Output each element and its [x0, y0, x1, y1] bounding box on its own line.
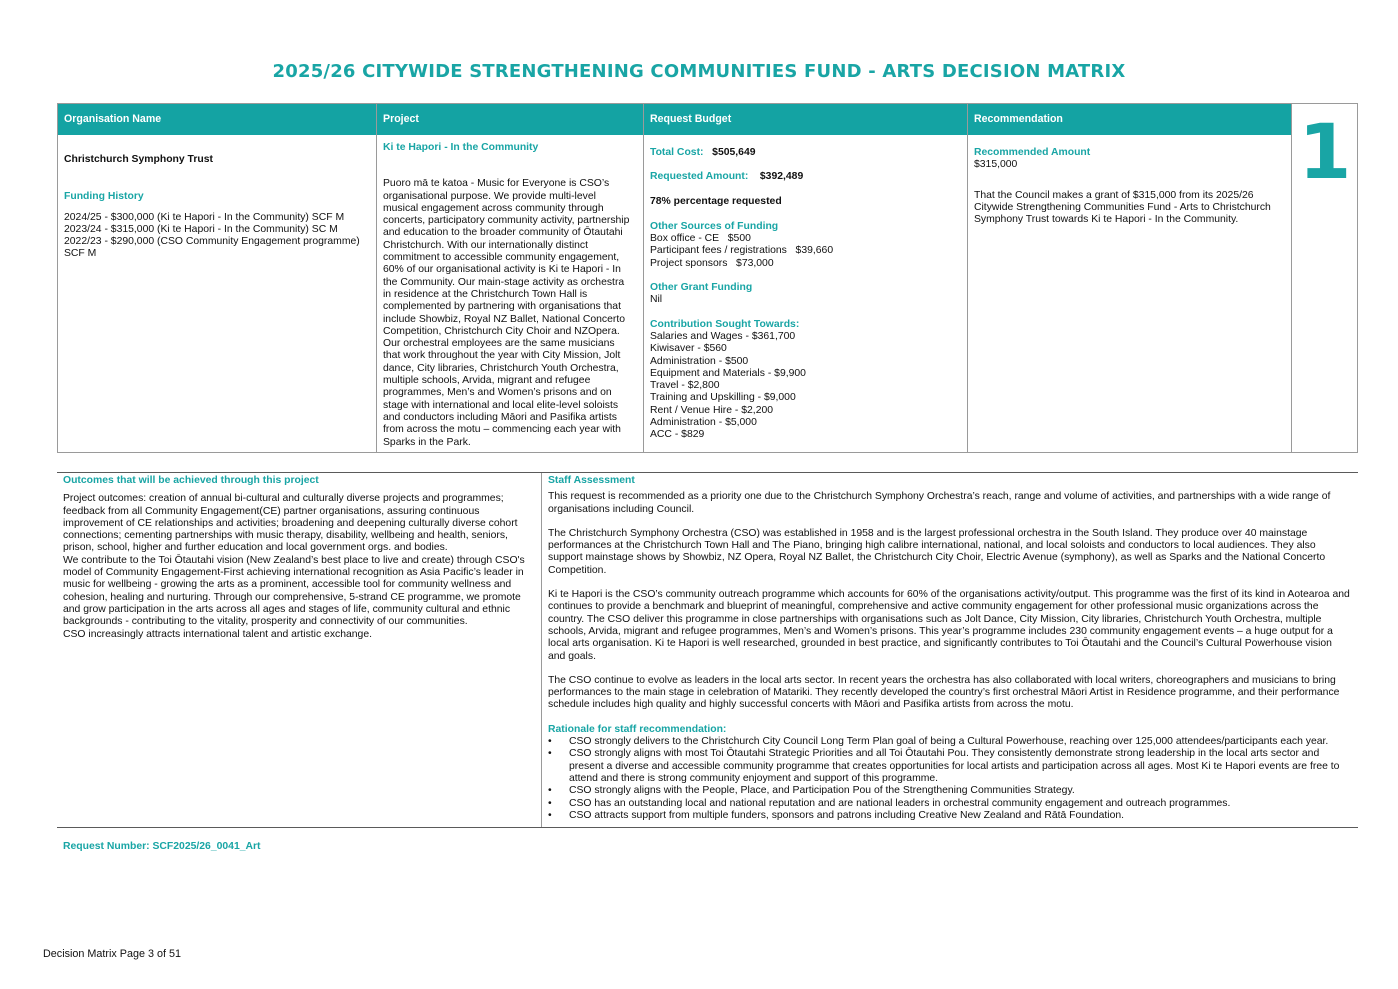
contribution-item: Training and Upskilling - $9,000 — [650, 392, 796, 404]
funding-history-item: 2022/23 - $290,000 (CSO Community Engagement programme) — [64, 236, 360, 248]
rationale-item: • CSO strongly aligns with most Toi Ōtautahi Strategic Priorities and all Toi Ōtautahi Pou. They consistently demonstrate strong leadership in the local arts sector and present a diverse and accessible community programme that creates opportunities for local artists and participation across all ages. Most Ki te Hapori events are free to attend and there is strong community enjoyment and support of this programme. — [548, 748, 1352, 785]
rank-cell — [1291, 104, 1358, 452]
recommended-amount-label: Recommended Amount — [974, 147, 1091, 158]
other-sources-label: Other Sources of Funding — [650, 220, 779, 232]
funding-history-item: 2024/25 - $300,000 (Ki te Hapori - In the Community) SCF M — [64, 211, 345, 223]
project-description-line: 60% of our organisational activity is Ki te Hapori - In — [383, 264, 621, 276]
outcomes-paragraph: Project outcomes: creation of annual bi-cultural and culturally diverse projects and programmes; feedback from all Community Engagement(CE) partner organisations, assuring continuous improvement of CE relationships and activities; broadening and deepening culturally diverse cohort connections; cementing partnerships with music therapy, disability, wellbeing and health, seniors, prison, school, higher and further education and local government orgs. and bodies. — [63, 493, 518, 554]
assessment-paragraph: This request is recommended as a priority one due to the Christchurch Symphony Orchestra’s reach, range and volume of activities, and partnerships with a wide range of organisations including Council. — [548, 491, 1331, 515]
requested-amount-label: Requested Amount: — [650, 171, 749, 183]
budget-column — [643, 104, 967, 452]
contribution-item: Salaries and Wages - $361,700 — [650, 330, 796, 342]
project-description-line: that work throughout the year with City Mission, Jolt — [383, 350, 621, 362]
contribution-item: Administration - $5,000 — [650, 417, 757, 429]
percentage-requested: 78% percentage requested — [650, 195, 782, 207]
other-grant-label: Other Grant Funding — [650, 282, 753, 294]
project-description-line: concerts, participatory community activity, partnership — [383, 215, 630, 227]
rationale-list — [548, 736, 1352, 822]
rank-number: 1 — [1298, 107, 1352, 196]
outcomes-heading: Outcomes that will be achieved through this project — [63, 475, 319, 486]
project-description-line: Christchurch. With our internationally distinct — [383, 239, 589, 251]
contribution-item: ACC - $829 — [650, 429, 705, 441]
funding-history-label: Funding History — [64, 191, 144, 203]
contribution-item: Equipment and Materials - $9,900 — [650, 367, 806, 379]
staff-assessment-column — [541, 473, 1358, 827]
project-description-line: the Community. Our main-stage activity as orchestra — [383, 276, 625, 288]
project-description-line: multiple schools, Arvida, migrant and refugee — [383, 375, 591, 387]
total-cost-label: Total Cost: — [650, 147, 704, 158]
project-header: Project — [377, 104, 643, 135]
project-description-line: Puoro mā te katoa - Music for Everyone is CSO’s — [383, 178, 610, 190]
assessment-paragraph: The CSO continue to evolve as leaders in the local arts sector. In recent years the orchestra has also collaborated with local writers, choreographers and musicians to bring performances to the main stage in celebration of Matariki. They recently developed the country’s first orchestral Māori Artist in Residence programme, and their performance schedule includes high quality and highly successful concerts with Māori and Pasifika artists from across the motu. — [548, 674, 1340, 711]
decision-table — [57, 103, 1358, 453]
project-name: Ki te Hapori - In the Community — [383, 142, 539, 153]
contribution-item: Kiwisaver - $560 — [650, 343, 727, 355]
outcomes-paragraph: CSO increasingly attracts international talent and artistic exchange. — [63, 628, 372, 640]
project-description-line: organisational purpose. We provide multi-level — [383, 190, 596, 202]
organisation-column — [58, 104, 376, 452]
rationale-item: • CSO strongly aligns with the People, Place, and Participation Pou of the Strengthening Communities Strategy. — [548, 785, 1352, 797]
organisation-name: Christchurch Symphony Trust — [64, 154, 213, 165]
project-description-line: complemented by partnering with organisations that — [383, 301, 621, 313]
project-description-line: from across the motu – commencing each year with — [383, 424, 621, 436]
project-description-line: Our orchestral employees are the same musicians — [383, 338, 615, 350]
project-description-line: dance, City libraries, Christchurch Youth Orchestra, — [383, 362, 619, 374]
project-description — [383, 178, 637, 449]
outcomes-column — [57, 473, 541, 827]
project-description-line: in residence at the Christchurch Town Hall is — [383, 288, 588, 300]
project-description-line: include Showbiz, Royal NZ Ballet, National Concerto — [383, 313, 625, 325]
project-column — [376, 104, 643, 452]
other-source-item: Project sponsors $73,000 — [650, 257, 774, 269]
assessment-paragraph: The Christchurch Symphony Orchestra (CSO) was established in 1958 and is the largest professional orchestra in the South Island. They produce over 40 mainstage performances at the Christchurch Town Hall and The Piano, bringing high calibre international, national, and local soloists and conductors to local audiences. They also support mainstage shows by Showbiz, NZ Opera, Royal NZ Ballet, the Christchurch City Choir, Electric Avenue (symphony), as well as Sparks and the National Concerto Competition. — [548, 527, 1326, 576]
contribution-item: Rent / Venue Hire - $2,200 — [650, 404, 774, 416]
contribution-label: Contribution Sought Towards: — [650, 318, 800, 330]
contribution-item: Administration - $500 — [650, 355, 749, 367]
assessment-paragraph: Ki te Hapori is the CSO’s community outreach programme which accounts for 60% of the organisations activity/output. This programme was the first of its kind in Aotearoa and continues to provide a benchmark and blueprint of meaningful, comprehensive and active community engagement for other professional music organizations across the country. The CSO deliver this programme in close partnerships with organisations such as Jolt Dance, City Mission, City libraries, Christchurch Youth Orchestra, multiple schools, Arvida, migrant and refugee programmes, Men’s and Women’s prisons. This year’s programme includes 230 community engagement events – a huge output for a local arts organisation. Ki te Hapori is well researched, grounded in best practice, and significantly contributes to Toi Ōtautahi and the Council’s Cultural Powerhouse vision and goals. — [548, 589, 1350, 662]
page-title: 2025/26 CITYWIDE STRENGTHENING COMMUNITIES FUND - ARTS DECISION MATRIX — [272, 61, 1126, 82]
contribution-item: Travel - $2,800 — [650, 380, 720, 392]
project-description-line: and conductors including Māori and Pasifika artists — [383, 411, 617, 423]
funding-history-item: 2023/24 - $315,000 (Ki te Hapori - In the Community) SC M — [64, 223, 338, 235]
project-description-line: and education to the broader community of Ōtautahi — [383, 227, 623, 239]
staff-assessment-heading: Staff Assessment — [548, 475, 635, 486]
project-description-line: Sparks in the Park. — [383, 436, 471, 448]
total-cost-value: $505,649 — [712, 147, 756, 158]
rationale-item: • CSO attracts support from multiple funders, sponsors and patrons including Creative New Zealand and Rātā Foundation. — [548, 810, 1352, 822]
other-source-item: Participant fees / registrations $39,660 — [650, 245, 834, 257]
recommended-amount-value: $315,000 — [974, 159, 1018, 171]
funding-history-item: SCF M — [64, 248, 97, 260]
rationale-item: • CSO strongly delivers to the Christchurch City Council Long Term Plan goal of being a Cultural Powerhouse, reaching over 125,000 attendees/participants each year. — [548, 736, 1352, 748]
project-description-line: Competition, Christchurch City Choir and NZOpera. — [383, 325, 620, 337]
outcomes-paragraph: We contribute to the Toi Ōtautahi vision (New Zealand’s best place to live and create) through CSO's model of Community Engagement-First achieving international recognition as Asia Pacific’s leader in music for wellbeing - growing the arts as a prominent, accessible tool for community wellness and cohesion, healing and nurturing. Through our comprehensive, 5-strand CE programme, we promote and grow participation in the arts across all ages and stages of life, community cultural and ethnic backgrounds - contributing to the vitality, prosperity and connectivity of our communities. — [63, 554, 525, 628]
budget-header: Request Budget — [644, 104, 967, 135]
assessment-section — [57, 472, 1358, 828]
project-description-line: musical engagement across community through — [383, 202, 604, 214]
project-description-line: programmes, Men’s and Women’s prisons and on — [383, 387, 612, 399]
project-description-line: stage with international and local elite-level soloists — [383, 399, 619, 411]
rationale-heading: Rationale for staff recommendation: — [548, 723, 727, 735]
recommendation-column — [967, 104, 1291, 452]
recommendation-header: Recommendation — [968, 104, 1291, 135]
recommendation-text: That the Council makes a grant of $315,000 from its 2025/26 Citywide Strengthening Communities Fund - Arts to Christchurch Symphony Trust towards Ki te Hapori - In the Community. — [974, 189, 1271, 226]
request-number: Request Number: SCF2025/26_0041_Art — [63, 841, 261, 852]
rationale-item: • CSO has an outstanding local and national reputation and are national leaders in orchestral community engagement and outreach programmes. — [548, 798, 1352, 810]
other-grant-value: Nil — [650, 294, 663, 306]
organisation-header: Organisation Name — [58, 104, 376, 135]
requested-amount-value: $392,489 — [759, 171, 804, 183]
project-description-line: commitment to accessible community engagement, — [383, 252, 620, 264]
page-number: Decision Matrix Page 3 of 51 — [43, 948, 182, 960]
other-source-item: Box office - CE $500 — [650, 233, 751, 245]
